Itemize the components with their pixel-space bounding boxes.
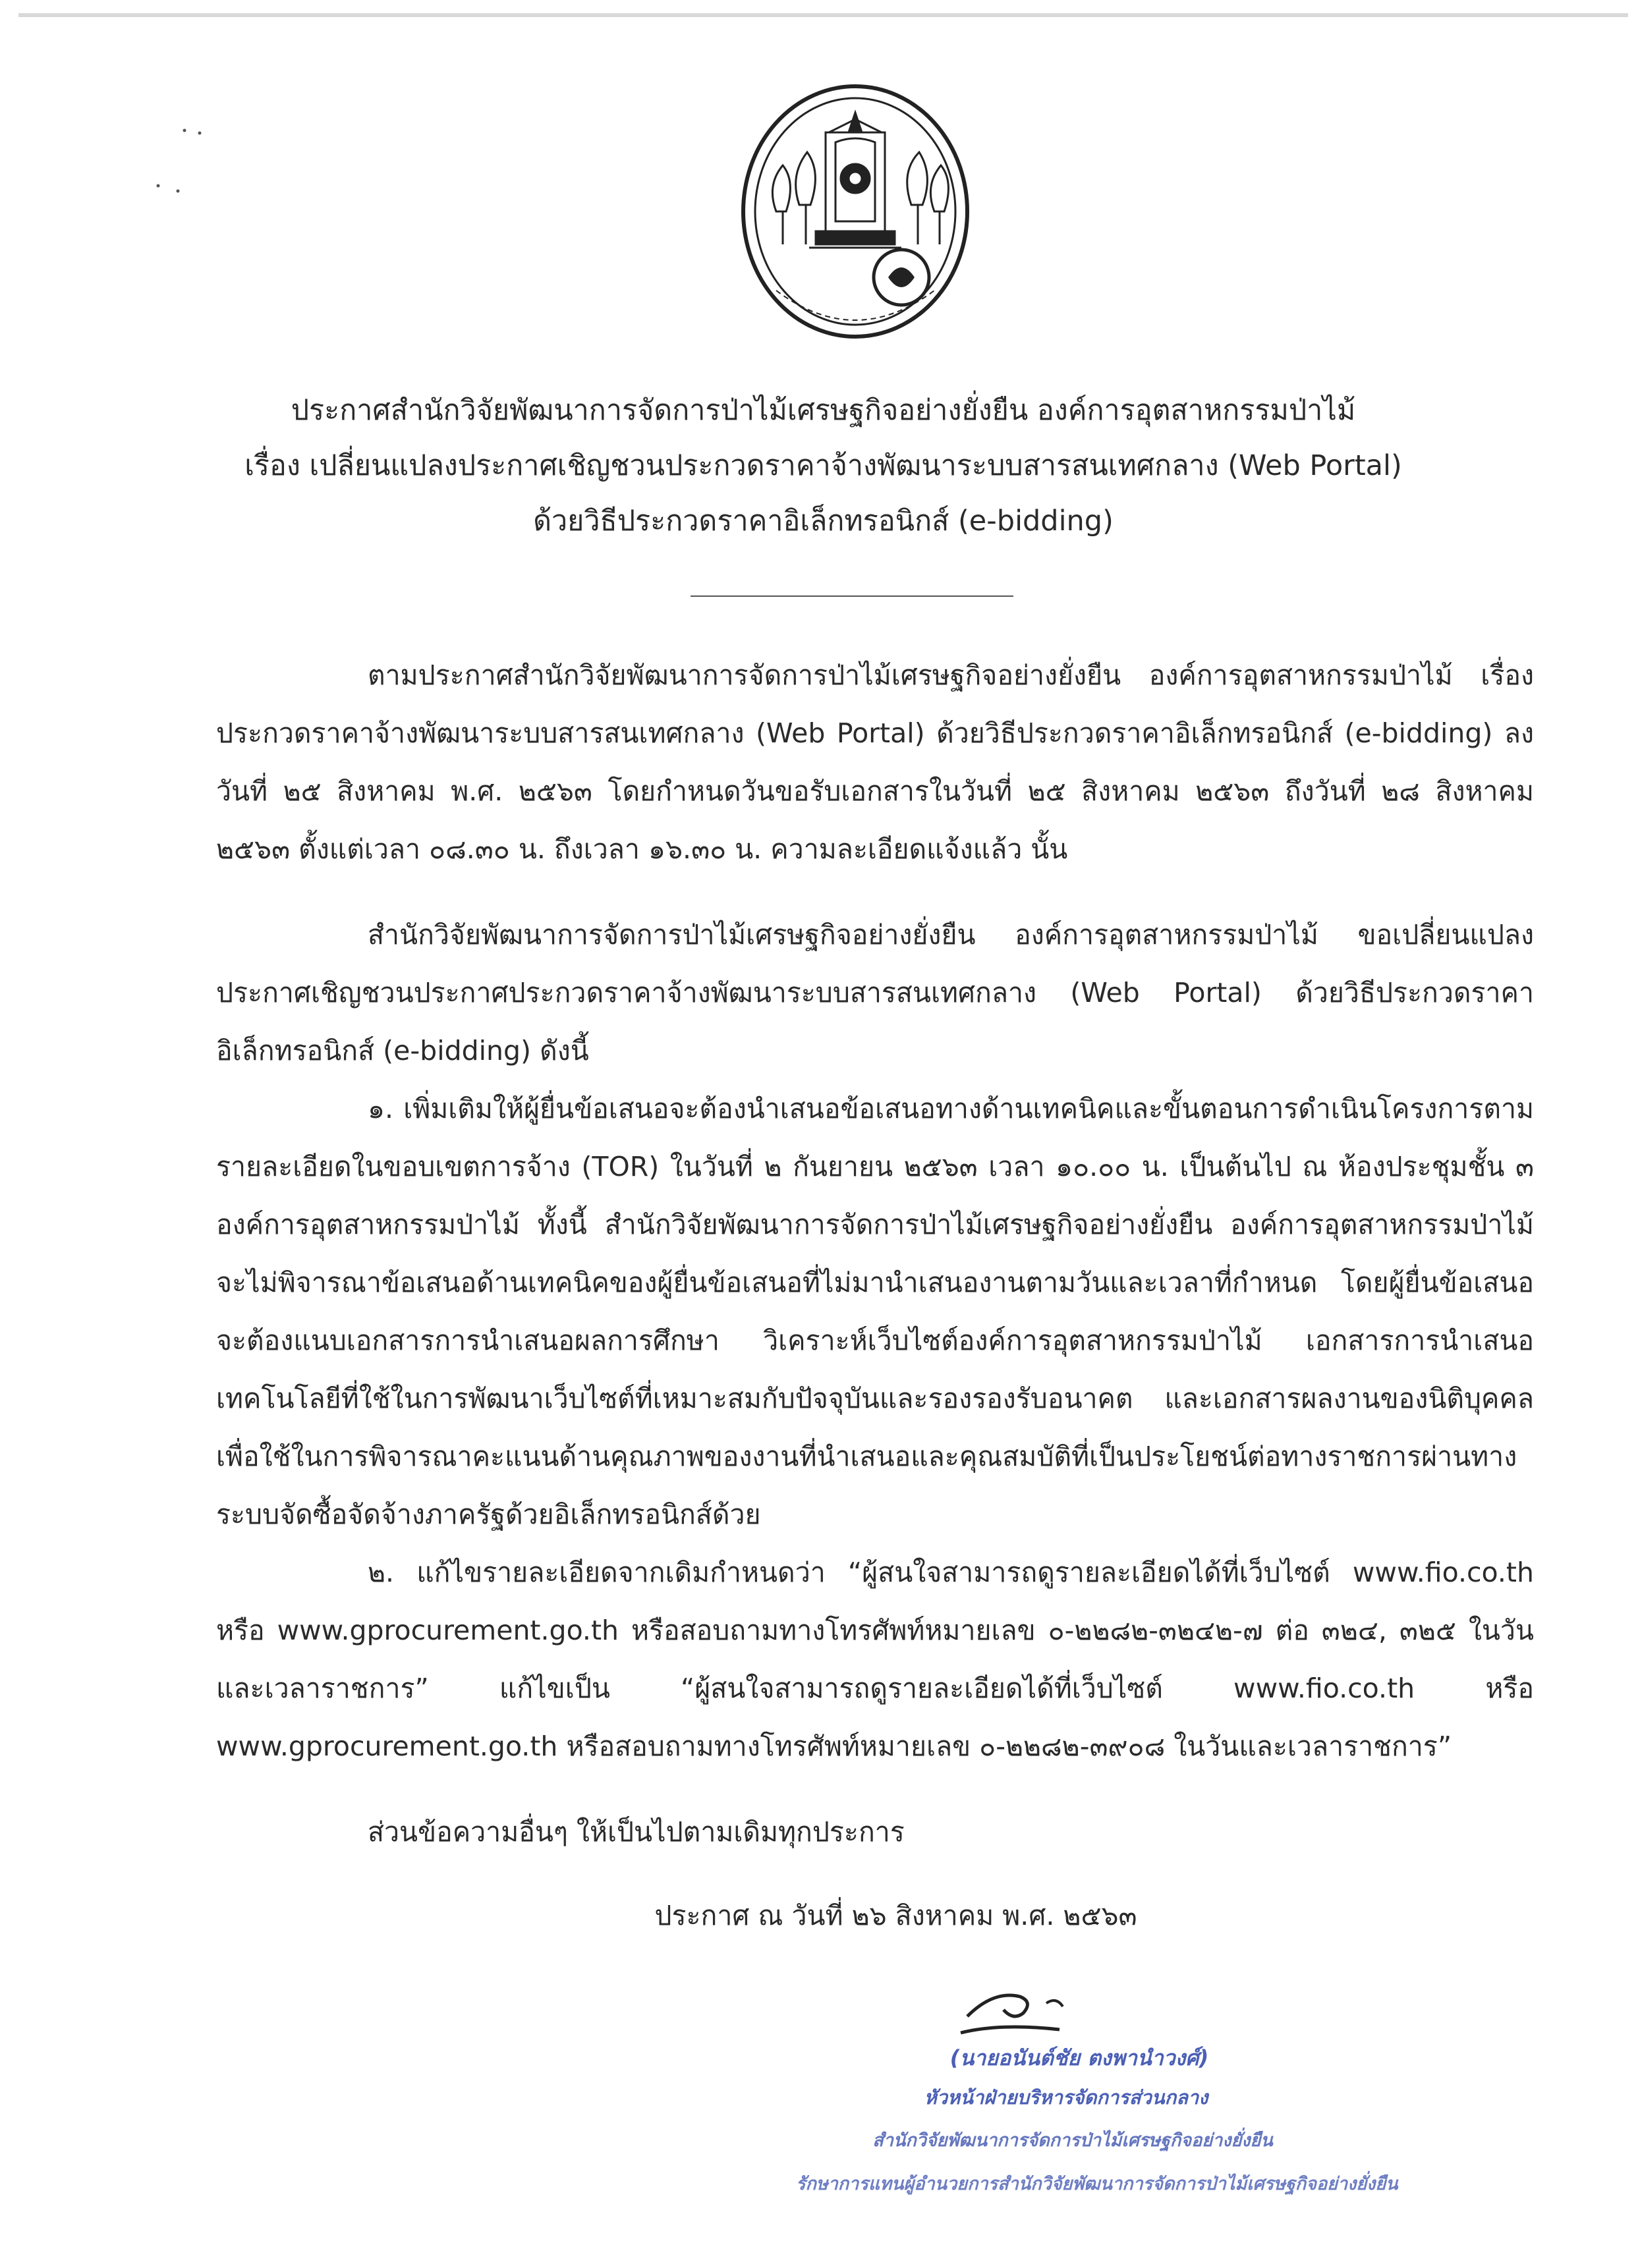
- paragraph-change-notice: สำนักวิจัยพัฒนาการจัดการป่าไม้เศรษฐกิจอย่างยั่งยืน องค์การอุตสาหกรรมป่าไม้ ขอเปลี่ยนแปลงประกาศเชิญชวนประกาศประกวดราคาจ้างพัฒนาระบบสารสนเทศกลาง (Web Portal) ด้วยวิธีประกวดราคาอิเล็กทรอนิกส์ (e-bidding) ดังนี้: [216, 919, 1534, 1066]
- signer-position: หัวหน้าฝ่ายบริหารจัดการส่วนกลาง: [924, 2086, 1208, 2109]
- title-line-2: เรื่อง เปลี่ยนแปลงประกาศเชิญชวนประกวดราคาจ้างพัฒนาระบบสารสนเทศกลาง (Web Portal): [244, 449, 1402, 482]
- item-2-correction: ๒. แก้ไขรายละเอียดจากเดิมกำหนดว่า “ผู้สนใจสามารถดูรายละเอียดได้ที่เว็บไซต์ www.fio.co.th หรือ www.gprocurement.go.th หรือสอบถามทางโทรศัพท์หมายเลข ๐-๒๒๘๒-๓๒๔๒-๗ ต่อ ๓๒๔, ๓๒๕ ในวันและเวลาราชการ” แก้ไขเป็น “ผู้สนใจสามารถดูรายละเอียดได้ที่เว็บไซต์ www.fio.co.th หรือ www.gprocurement.go.th หรือสอบถามทางโทรศัพท์หมายเลข ๐-๒๒๘๒-๓๙๐๘ ในวันและเวลาราชการ”: [216, 1557, 1534, 1762]
- title-divider: [691, 595, 1013, 597]
- signer-name: (นายอนันต์ชัย ตงพานำวงศ์): [949, 2045, 1209, 2070]
- title-line-1: ประกาศสำนักวิจัยพัฒนาการจัดการป่าไม้เศรษฐกิจอย่างยั่งยืน องค์การอุตสาหกรรมป่าไม้: [291, 394, 1356, 427]
- handwritten-signature: [954, 1977, 1073, 2049]
- paragraph-reference: ตามประกาศสำนักวิจัยพัฒนาการจัดการป่าไม้เศรษฐกิจอย่างยั่งยืน องค์การอุตสาหกรรมป่าไม้ เรื่อง ประกวดราคาจ้างพัฒนาระบบสารสนเทศกลาง (Web Portal) ด้วยวิธีประกวดราคาอิเล็กทรอนิกส์ (e-bidding) ลงวันที่ ๒๕ สิงหาคม พ.ศ. ๒๕๖๓ โดยกำหนดวันขอรับเอกสารในวันที่ ๒๕ สิงหาคม ๒๕๖๓ ถึงวันที่ ๒๘ สิงหาคม ๒๕๖๓ ตั้งแต่เวลา ๐๘.๓๐ น. ถึงเวลา ๑๖.๓๐ น. ความละเอียดแจ้งแล้ว นั้น: [216, 659, 1534, 865]
- item-1-addition: ๑. เพิ่มเติมให้ผู้ยื่นข้อเสนอจะต้องนำเสนอข้อเสนอทางด้านเทคนิคและขั้นตอนการดำเนินโครงการตามรายละเอียดในขอบเขตการจ้าง (TOR) ในวันที่ ๒ กันยายน ๒๕๖๓ เวลา ๑๐.๐๐ น. เป็นต้นไป ณ ห้องประชุมชั้น ๓ องค์การอุตสาหกรรมป่าไม้ ทั้งนี้ สำนักวิจัยพัฒนาการจัดการป่าไม้เศรษฐกิจอย่างยั่งยืน องค์การอุตสาหกรรมป่าไม้ จะไม่พิจารณาข้อเสนอด้านเทคนิคของผู้ยื่นข้อเสนอที่ไม่มานำเสนองานตามวันและเวลาที่กำหนด โดยผู้ยื่นข้อเสนอจะต้องแนบเอกสารการนำเสนอผลการศึกษา วิเคราะห์เว็บไซต์องค์การอุตสาหกรรมป่าไม้ เอกสารการนำเสนอเทคโนโลยีที่ใช้ในการพัฒนาเว็บไซต์ที่เหมาะสมกับปัจจุบันและรองรองรับอนาคต และเอกสารผลงานของนิติบุคคล เพื่อใช้ในการพิจารณาคะแนนด้านคุณภาพของงานที่นำเสนอและคุณสมบัติที่เป็นประโยชน์ต่อทางราชการผ่านทางระบบจัดซื้อจัดจ้างภาครัฐด้วยอิเล็กทรอนิกส์ด้วย: [216, 1093, 1534, 1530]
- document-page: [18, 13, 1628, 2257]
- paragraph-remaining-terms: ส่วนข้อความอื่นๆ ให้เป็นไปตามเดิมทุกประการ: [368, 1816, 905, 1848]
- title-line-3: ด้วยวิธีประกวดราคาอิเล็กทรอนิกส์ (e-bidding): [533, 505, 1114, 538]
- announcement-title: [18, 383, 1628, 549]
- organization-seal-logo: [737, 80, 974, 343]
- signer-acting-role: รักษาการแทนผู้อำนวยการสำนักวิจัยพัฒนาการจัดการป่าไม้เศรษฐกิจอย่างยั่งยืน: [796, 2174, 1398, 2194]
- signer-office: สำนักวิจัยพัฒนาการจัดการป่าไม้เศรษฐกิจอย่างยั่งยืน: [872, 2130, 1273, 2151]
- announcement-body: [216, 646, 1534, 1861]
- scan-specks: [150, 123, 229, 202]
- announcement-date: ประกาศ ณ วันที่ ๒๖ สิงหาคม พ.ศ. ๒๕๖๓: [654, 1900, 1137, 1931]
- signature-block: [756, 1977, 1398, 2254]
